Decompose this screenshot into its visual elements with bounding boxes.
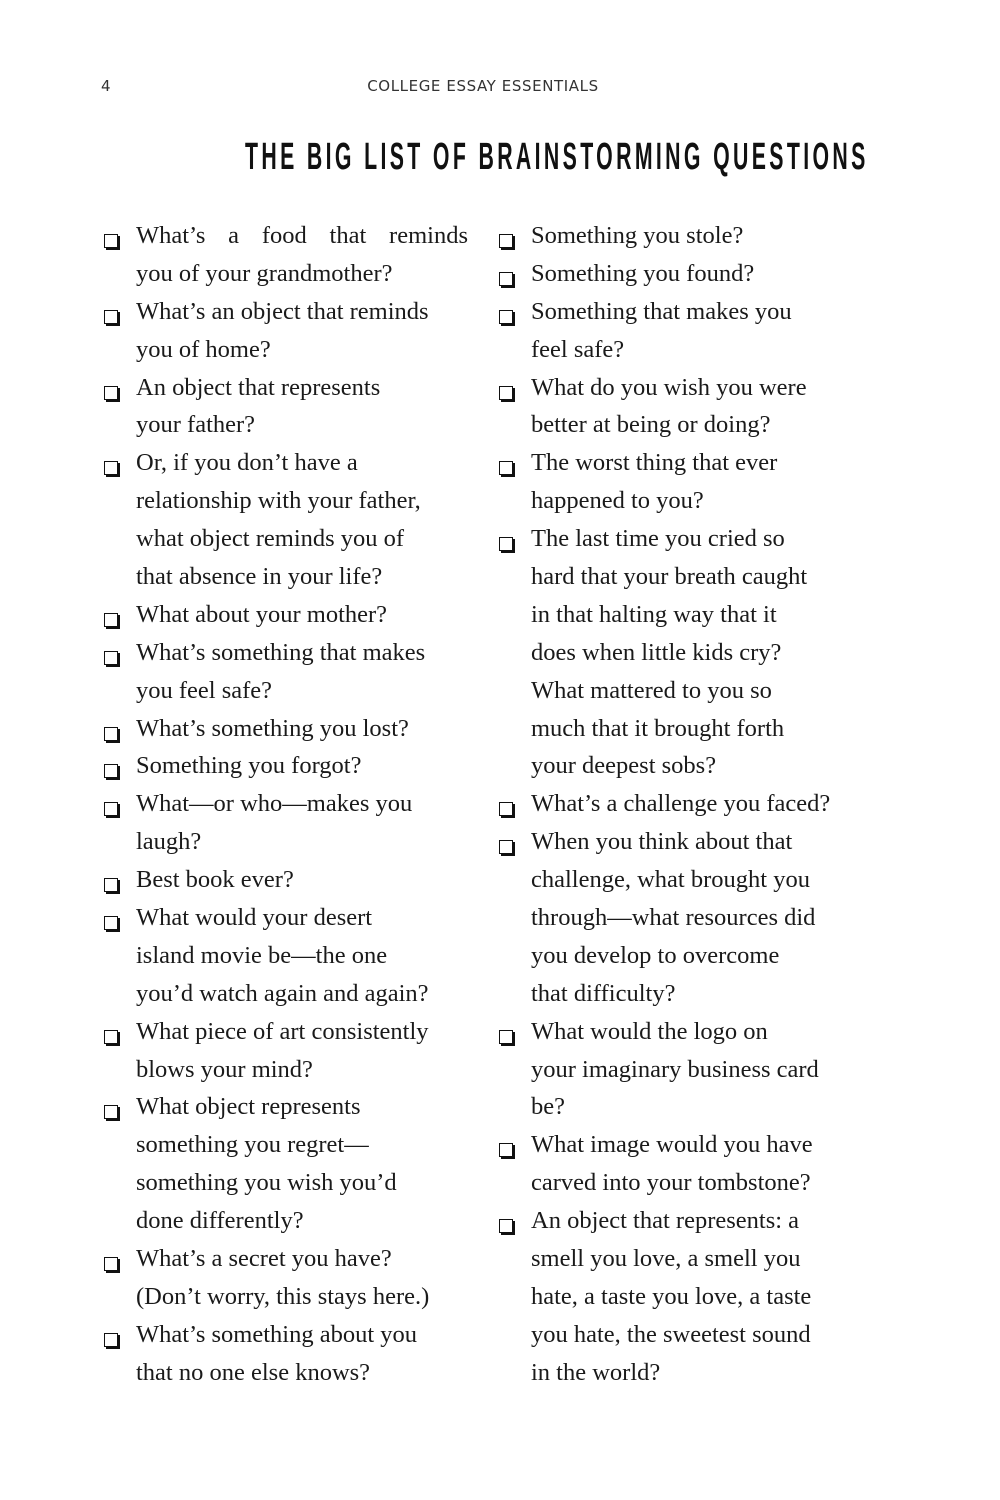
question-text-line: What’s something that makes <box>136 638 426 666</box>
checklist-item <box>103 222 473 298</box>
question-text-line: laugh? <box>136 828 202 856</box>
running-header: COLLEGE ESSAY ESSENTIALS <box>367 77 599 95</box>
checkbox-icon[interactable] <box>104 310 118 324</box>
checklist-item <box>498 449 868 525</box>
checkbox-icon[interactable] <box>104 613 118 627</box>
question-text-line: The last time you cried so <box>531 525 785 553</box>
checkbox-icon[interactable] <box>104 764 118 778</box>
right-checklist <box>498 222 868 1397</box>
question-text-line: What do you wish you were <box>531 373 807 401</box>
checkbox-icon[interactable] <box>104 386 118 400</box>
question-text-line: something you wish you’d <box>136 1169 397 1197</box>
checklist-item <box>103 298 473 374</box>
checklist-item <box>498 1018 868 1132</box>
question-text-line: feel safe? <box>531 335 625 363</box>
checkbox-icon[interactable] <box>104 916 118 930</box>
question-text-line: in the world? <box>531 1358 661 1386</box>
question-text-line: happened to you? <box>531 487 704 515</box>
question-text-line: hard that your breath caught <box>531 563 808 591</box>
checkbox-icon[interactable] <box>104 727 118 741</box>
question-text-line: What object represents <box>136 1093 361 1121</box>
checkbox-icon[interactable] <box>499 1143 513 1157</box>
question-text-line: that difficulty? <box>531 979 676 1007</box>
checkbox-icon[interactable] <box>499 272 513 286</box>
checkbox-icon[interactable] <box>104 1333 118 1347</box>
question-text-line: better at being or doing? <box>531 411 771 439</box>
question-text-line: relationship with your father, <box>136 487 421 515</box>
question-text-line: Something you forgot? <box>136 752 362 780</box>
question-text-line: What’s a challenge you faced? <box>531 790 831 818</box>
checklist-item <box>498 1207 868 1396</box>
checkbox-icon[interactable] <box>104 461 118 475</box>
left-checklist <box>103 222 473 1397</box>
question-text-line: (Don’t worry, this stays here.) <box>136 1282 430 1310</box>
checklist-item <box>103 1018 473 1094</box>
checklist-item <box>103 790 473 866</box>
checkbox-icon[interactable] <box>499 1219 513 1233</box>
checklist-item <box>498 374 868 450</box>
checkbox-icon[interactable] <box>499 840 513 854</box>
checklist-item <box>103 715 473 753</box>
question-text-line: hate, a taste you love, a taste <box>531 1282 812 1310</box>
checklist-item <box>103 1321 473 1397</box>
checkbox-icon[interactable] <box>104 1257 118 1271</box>
question-text-line: What’s a food that reminds <box>136 222 468 249</box>
checkbox-icon[interactable] <box>104 802 118 816</box>
question-text-line: you of home? <box>136 335 271 363</box>
question-text-line: Something that makes you <box>531 297 792 325</box>
question-text-line: you develop to overcome <box>531 941 780 969</box>
question-text-line: smell you love, a smell you <box>531 1245 801 1273</box>
page-number: 4 <box>101 77 111 95</box>
question-text-line: your deepest sobs? <box>531 752 717 780</box>
checklist-item <box>103 449 473 601</box>
checklist-item <box>103 1093 473 1245</box>
checklist-item <box>103 904 473 1018</box>
checkbox-icon[interactable] <box>104 234 118 248</box>
question-text-line: What image would you have <box>531 1131 813 1159</box>
question-text-line: your imaginary business card <box>531 1055 819 1083</box>
question-text-line: What’s something you lost? <box>136 714 409 742</box>
question-text-line: An object that represents <box>136 373 381 401</box>
question-text-line: What’s an object that reminds <box>136 297 429 325</box>
question-text-line: What piece of art consistently <box>136 1017 429 1045</box>
question-text-line: done differently? <box>136 1207 304 1235</box>
checkbox-icon[interactable] <box>499 234 513 248</box>
checklist-item <box>103 639 473 715</box>
question-text-line: What would your desert <box>136 904 373 932</box>
checklist-item <box>498 790 868 828</box>
checklist-item <box>498 222 868 260</box>
question-text-line: much that it brought forth <box>531 714 785 742</box>
question-text-line: What—or who—makes you <box>136 790 413 818</box>
question-text-line: that absence in your life? <box>136 563 383 591</box>
question-text-line: you feel safe? <box>136 676 273 704</box>
checkbox-icon[interactable] <box>104 1105 118 1119</box>
question-text-line: that no one else knows? <box>136 1358 371 1386</box>
checklist-item <box>498 298 868 374</box>
question-text-line: The worst thing that ever <box>531 449 778 477</box>
question-text-line: you hate, the sweetest sound <box>531 1320 811 1348</box>
question-text-line: What’s something about you <box>136 1320 418 1348</box>
checkbox-icon[interactable] <box>104 878 118 892</box>
checklist-item <box>103 374 473 450</box>
checklist-item <box>103 601 473 639</box>
question-text-line: What mattered to you so <box>531 676 772 704</box>
checklist-item <box>103 1245 473 1321</box>
question-text-line: Or, if you don’t have a <box>136 449 358 477</box>
checklist-item <box>498 260 868 298</box>
question-text-line: Something you stole? <box>531 222 744 249</box>
title-container <box>0 136 968 179</box>
question-text-line: carved into your tombstone? <box>531 1169 811 1197</box>
question-text-line: be? <box>531 1093 565 1121</box>
checklist-item <box>103 866 473 904</box>
question-text-line: you’d watch again and again? <box>136 979 429 1007</box>
question-text-line: your father? <box>136 411 256 439</box>
checkbox-icon[interactable] <box>499 386 513 400</box>
question-text-line: island movie be—the one <box>136 941 388 969</box>
question-text-line: When you think about that <box>531 828 793 856</box>
question-text-line: Something you found? <box>531 259 755 287</box>
checklist-item <box>498 828 868 1017</box>
question-text-line: blows your mind? <box>136 1055 313 1083</box>
question-text-line: What would the logo on <box>531 1017 768 1045</box>
question-text-line: you of your grandmother? <box>136 259 393 287</box>
question-text-line: Best book ever? <box>136 866 294 894</box>
question-text-line: through—what resources did <box>531 904 816 932</box>
checkbox-icon[interactable] <box>104 1030 118 1044</box>
checkbox-icon[interactable] <box>499 802 513 816</box>
checkbox-icon[interactable] <box>499 461 513 475</box>
question-text-line: what object reminds you of <box>136 525 405 553</box>
checkbox-icon[interactable] <box>499 310 513 324</box>
checkbox-icon[interactable] <box>104 651 118 665</box>
question-text-line: What about your mother? <box>136 600 388 628</box>
question-text-line: does when little kids cry? <box>531 638 782 666</box>
question-text-line: What’s a secret you have? <box>136 1245 392 1273</box>
checklist-item <box>103 752 473 790</box>
question-text-line: in that halting way that it <box>531 600 777 628</box>
question-text-line: An object that represents: a <box>531 1207 800 1235</box>
checkbox-icon[interactable] <box>499 1030 513 1044</box>
question-text-line: something you regret— <box>136 1131 369 1159</box>
checklist-item <box>498 1131 868 1207</box>
checklist-item <box>498 525 868 790</box>
page-title: THE BIG LIST OF BRAINSTORMING QUESTIONS <box>245 136 869 178</box>
checkbox-icon[interactable] <box>499 537 513 551</box>
question-text-line: challenge, what brought you <box>531 866 810 894</box>
